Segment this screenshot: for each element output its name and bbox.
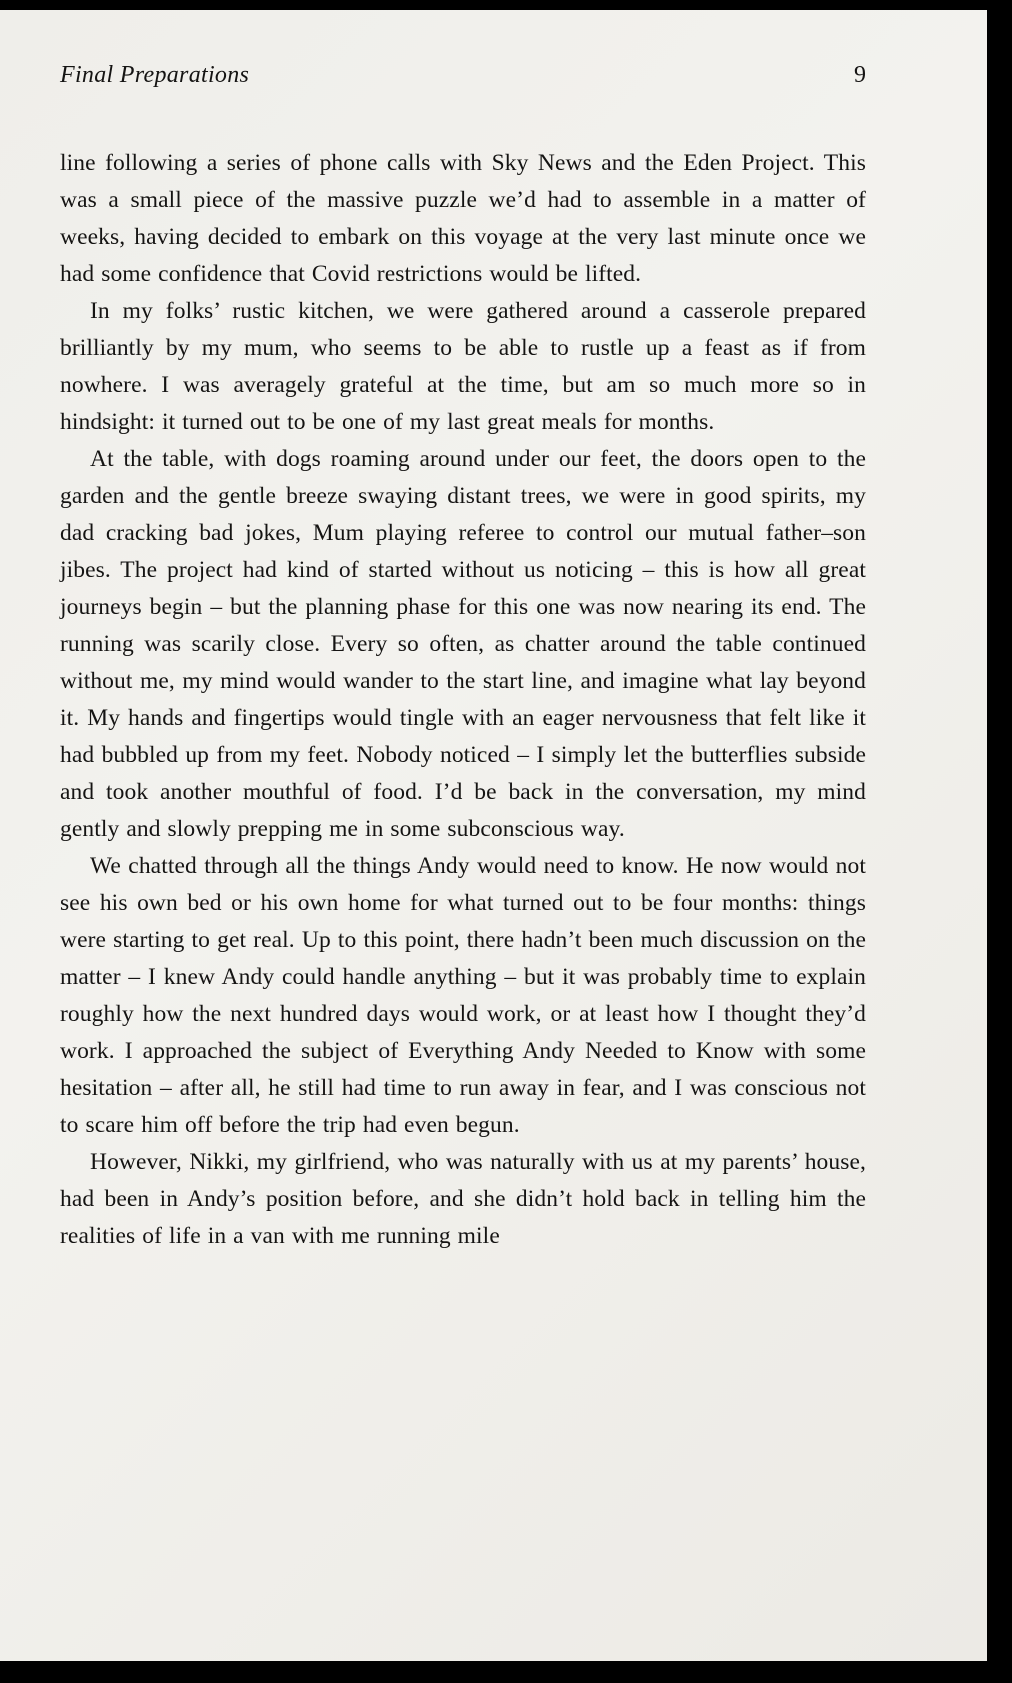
paragraph: At the table, with dogs roaming around under our feet, the doors open to the garden and the gentle breeze swaying distant trees, we were in good spirits, my dad cracking bad jokes, Mum playing referee to control our mutual father–son jibes. The project had kind of started without us noticing – this is how all great journeys begin – but the planning phase for this one was now nearing its end. The running was scarily close. Every so often, as chatter around the table continued without me, my mind would wander to the start line, and imagine what lay beyond it. My hands and fingertips would tingle with an eager nervousness that felt like it had bubbled up from my feet. Nobody noticed – I simply let the butterflies subside and took another mouthful of food. I’d be back in the conversation, my mind gently and slowly prepping me in some subconscious way. [60,446,866,842]
paragraph: However, Nikki, my girlfriend, who was naturally with us at my parents’ house, had been in Andy’s position before, and she didn’t hold back in telling him the realities of life in a van with me running mile [60,1149,866,1249]
paragraph: In my folks’ rustic kitchen, we were gathered around a casserole prepared brilliantly by my mum, who seems to be able to rustle up a feast as if from nowhere. I was averagely grateful at the time, but am so much more so in hindsight: it turned out to be one of my last great meals for months. [60,298,866,435]
page-content [60,62,866,1255]
paragraph: line following a series of phone calls with Sky News and the Eden Project. This was a small piece of the massive puzzle we’d had to assemble in a matter of weeks, having decided to embark on this voyage at the very last minute once we had some confidence that Covid restrictions would be lifted. [60,150,866,287]
page-number: 9 [854,62,866,88]
chapter-title: Final Preparations [60,62,250,88]
paragraph: We chatted through all the things Andy would need to know. He now would not see his own bed or his own home for what turned out to be four months: things were starting to get real. Up to this point, there hadn’t been much discussion on the matter – I knew Andy could handle anything – but it was probably time to explain roughly how the next hundred days would work, or at least how I thought they’d work. I approached the subject of Everything Andy Needed to Know with some hesitation – after all, he still had time to run away in fear, and I was conscious not to scare him off before the trip had even begun. [60,853,866,1138]
page-body [60,145,866,1255]
running-header [60,62,866,89]
page-paper [0,10,987,1661]
